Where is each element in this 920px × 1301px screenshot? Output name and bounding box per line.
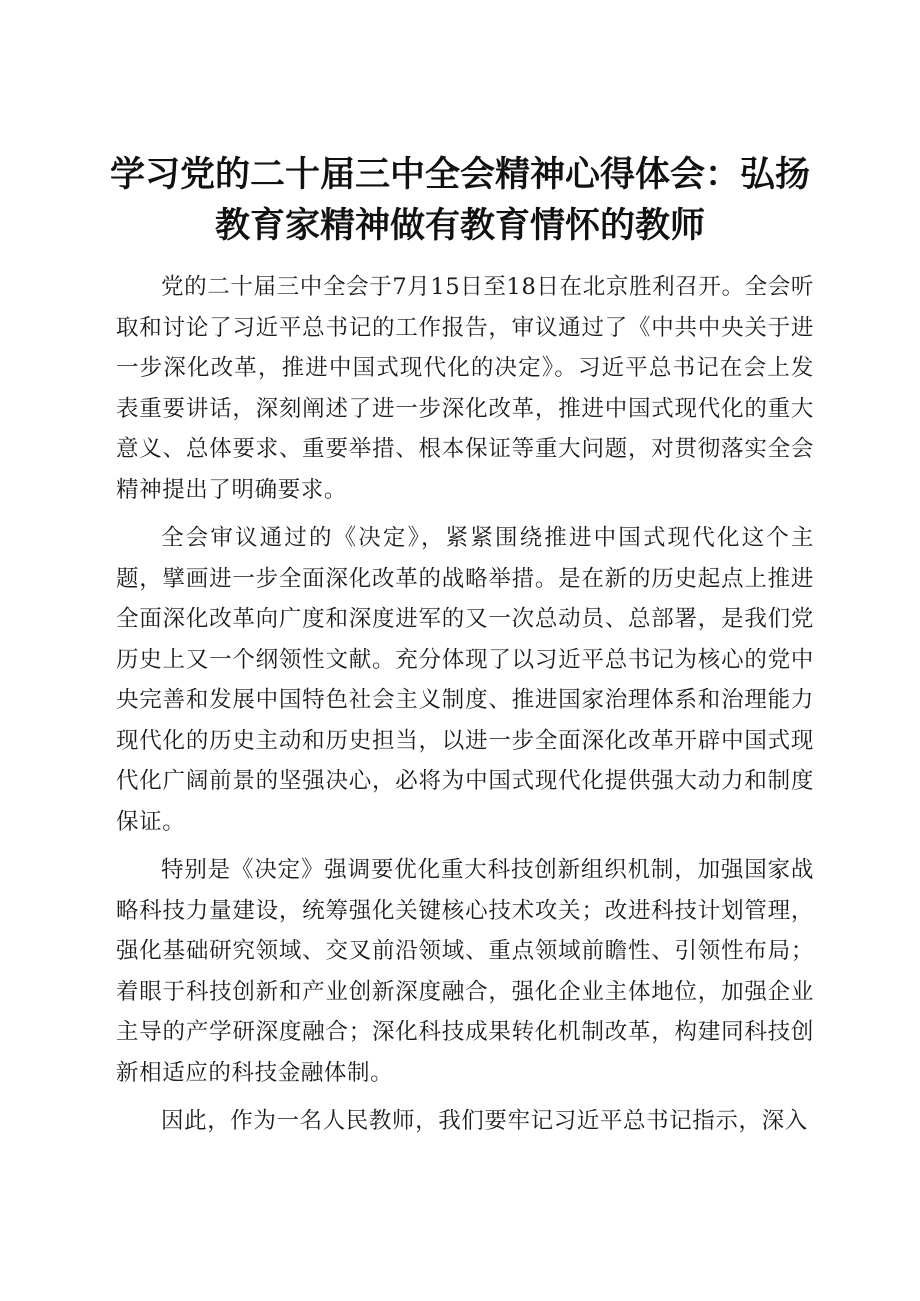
paragraph-3: 特别是《决定》强调要优化重大科技创新组织机制，加强国家战略科技力量建设，统筹强化关键核心技术攻关；改进科技计划管理，强化基础研究领域、交叉前沿领域、重点领域前瞻性、引领性布局；着眼于科技创新和产业创新深度融合，强化企业主体地位，加强企业主导的产学研深度融合；深化科技成果转化机制改革，构建同科技创新相适应的科技金融体制。 — [116, 857, 814, 1086]
paragraph-1: 党的二十届三中全会于7月15日至18日在北京胜利召开。全会听取和讨论了习近平总书记的工作报告，审议通过了《中共中央关于进一步深化改革，推进中国式现代化的决定》。习近平总书记在会上发表重要讲话，深刻阐述了进一步深化改革，推进中国式现代化的重大意义、总体要求、重要举措、根本保证等重大问题，对贯彻落实全会精神提出了明确要求。 — [116, 274, 814, 503]
document-title: 学习党的二十届三中全会精神心得体会：弘扬教育家精神做有教育情怀的教师 — [110, 155, 811, 246]
document-body — [116, 267, 814, 1150]
paragraph-4: 因此，作为一名人民教师，我们要牢记习近平总书记指示，深入 — [161, 1108, 808, 1134]
paragraph-2: 全会审议通过的《决定》，紧紧围绕推进中国式现代化这个主题，擘画进一步全面深化改革的战略举措。是在新的历史起点上推进全面深化改革向广度和深度进军的又一次总动员、总部署，是我们党历史上又一个纲领性文献。充分体现了以习近平总书记为核心的党中央完善和发展中国特色社会主义制度、推进国家治理体系和治理能力现代化的历史主动和历史担当，以进一步全面深化改革开辟中国式现代化广阔前景的坚强决心，必将为中国式现代化提供强大动力和制度保证。 — [116, 525, 814, 835]
